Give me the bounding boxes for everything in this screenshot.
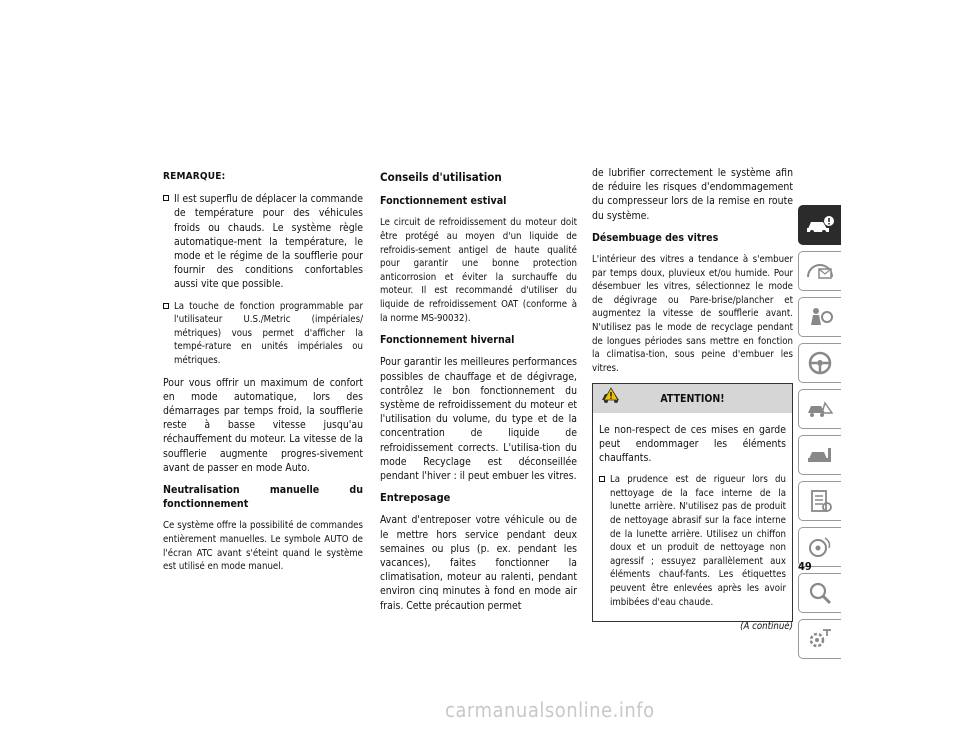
tab-maintenance[interactable] (798, 481, 841, 521)
column-right (592, 166, 793, 634)
heading-storage: Entreposage (380, 491, 451, 505)
attention-intro: Le non-respect de ces mises en garde peut endommager les éléments chauffants. (599, 423, 786, 464)
tab-driving[interactable] (798, 343, 841, 383)
bullet-item (599, 473, 786, 609)
dashboard-message-icon (805, 259, 835, 283)
heading-winter: Fonctionnement hivernal (380, 334, 515, 347)
continued-note: (A continué) (740, 621, 793, 633)
paragraph-continued: de lubrifier correctement le système afin de réduire les risques d'endommagement du compresseur lors de la remise en route du système. (592, 167, 793, 222)
tab-language[interactable] (798, 619, 841, 659)
column-left (163, 170, 363, 582)
attention-title: ATTENTION! (660, 393, 725, 406)
page-number: 49 (798, 560, 812, 573)
paragraph-defogging: L'intérieur des vitres a tendance à s'embuer par temps doux, pluvieux et/ou humide. Pour désembuer les vitres, sélectionnez le mode de dégivrage ou Pare-brise/plancher et augmentez la vitesse de soufflerie avant. N'utilisez pas le mode de recyclage pendant de longues périodes sans mettre en fonction la climatisa-tion, sous peine d'embuer les vitres. (592, 254, 793, 374)
chapter-tabs (798, 205, 842, 665)
bullet-item (163, 192, 363, 291)
warning-car-icon (599, 386, 625, 406)
search-icon (805, 580, 835, 606)
paragraph-summer: Le circuit de refroidissement du moteur doit être protégé au moyen d'un liquide de refroidis-sement antigel de haute qualité pour garantir une bonne protection anticorrosion et éviter la surchauffe du moteur. Il est recommandé d'utiliser du liquide de refroidissement OAT (conforme à la norme MS-90032). (380, 217, 577, 324)
heading-manual-override: Neutralisation manuelle du fonctionnement (163, 484, 363, 511)
column-middle (380, 170, 577, 621)
heading-operating-tips: Conseils d'utilisation (380, 170, 502, 184)
paragraph-manual: Ce système offre la possibilité de commandes entièrement manuelles. Le symbole AUTO de l'écran ATC avant s'éteint quand le système est utilisé en mode manuel. (163, 520, 363, 573)
checkbox-bullet-icon (599, 476, 605, 482)
attention-header (593, 384, 792, 412)
bullet-item (163, 300, 363, 368)
car-crash-icon (805, 397, 835, 421)
checkbox-bullet-icon (163, 195, 169, 201)
heading-defogging: Désembuage des vitres (592, 231, 719, 244)
checklist-icon (805, 488, 835, 514)
footer-watermark: carmanualsonline.info (445, 698, 655, 722)
bullet-text: Il est superflu de déplacer la commande de température pour des véhicules froids ou chauds. Le système règle automatique-ment la température, le mode et le régime de la soufflerie pour fournir des conditions confortables aussi vite que possible. (174, 193, 363, 291)
note-label: REMARQUE: (163, 171, 226, 182)
tab-emergency[interactable] (798, 389, 841, 429)
paragraph-storage: Avant d'entreposer votre véhicule ou de le mettre hors service pendant deux semaines ou plus (p. ex. pendant les vacances), faites fonctionner la climatisation, moteur au ralenti, pendant environ cinq minutes à fond en mode air frais. Cette précaution permet (380, 514, 577, 612)
checkbox-bullet-icon (163, 303, 169, 309)
tab-car-info[interactable] (798, 205, 841, 245)
paragraph-auto-mode: Pour vous offrir un maximum de confort en mode automatique, lors des démarrages par temps froid, la soufflerie reste à basse vitesse jusqu'au réchauffement du moteur. La vitesse de la soufflerie augmente progres-sivement avant de passer en mode Auto. (163, 376, 363, 474)
multimedia-disc-icon (805, 534, 835, 560)
tab-index[interactable] (798, 573, 841, 613)
bullet-text: La prudence est de rigueur lors du nettoyage de la face interne de la lunette arrière. N'utilisez pas de produit de nettoyage abrasif sur la face interne de la lunette arrière. Utilisez un chiffon doux et un produit de nettoyage non agressif ; essuyez parallèlement aux éléments chauf-fants. Les étiquettes peuvent être enlevées après les avoir imbibées d'eau chaude. (610, 474, 786, 608)
tab-service[interactable] (798, 435, 841, 475)
bullet-text: La touche de fonction programmable par l'utilisateur U.S./Metric (impériales/ métriques) vous permet d'afficher la tempé-rature en unités impériales ou métriques. (174, 300, 363, 366)
steering-wheel-icon (805, 350, 835, 376)
airbag-safety-icon (805, 305, 835, 329)
paragraph-winter: Pour garantir les meilleures performances possibles de chauffage et de dégivrage, contrôlez le bon fonctionnement du système de refroidissement du moteur et l'utilisation du volume, du type et de la concentration de liquide de refroidissement corrects. L'utilisa-tion du mode Recyclage est déconseillée pendant l'hiver : il peut embuer les vitres. (380, 356, 577, 482)
language-gear-icon (805, 626, 835, 652)
heading-summer: Fonctionnement estival (380, 195, 507, 208)
car-info-icon (805, 214, 835, 236)
tab-dashboard-messages[interactable] (798, 251, 841, 291)
tab-safety[interactable] (798, 297, 841, 337)
car-service-icon (805, 443, 835, 467)
attention-body (593, 413, 792, 622)
attention-box (592, 383, 793, 622)
